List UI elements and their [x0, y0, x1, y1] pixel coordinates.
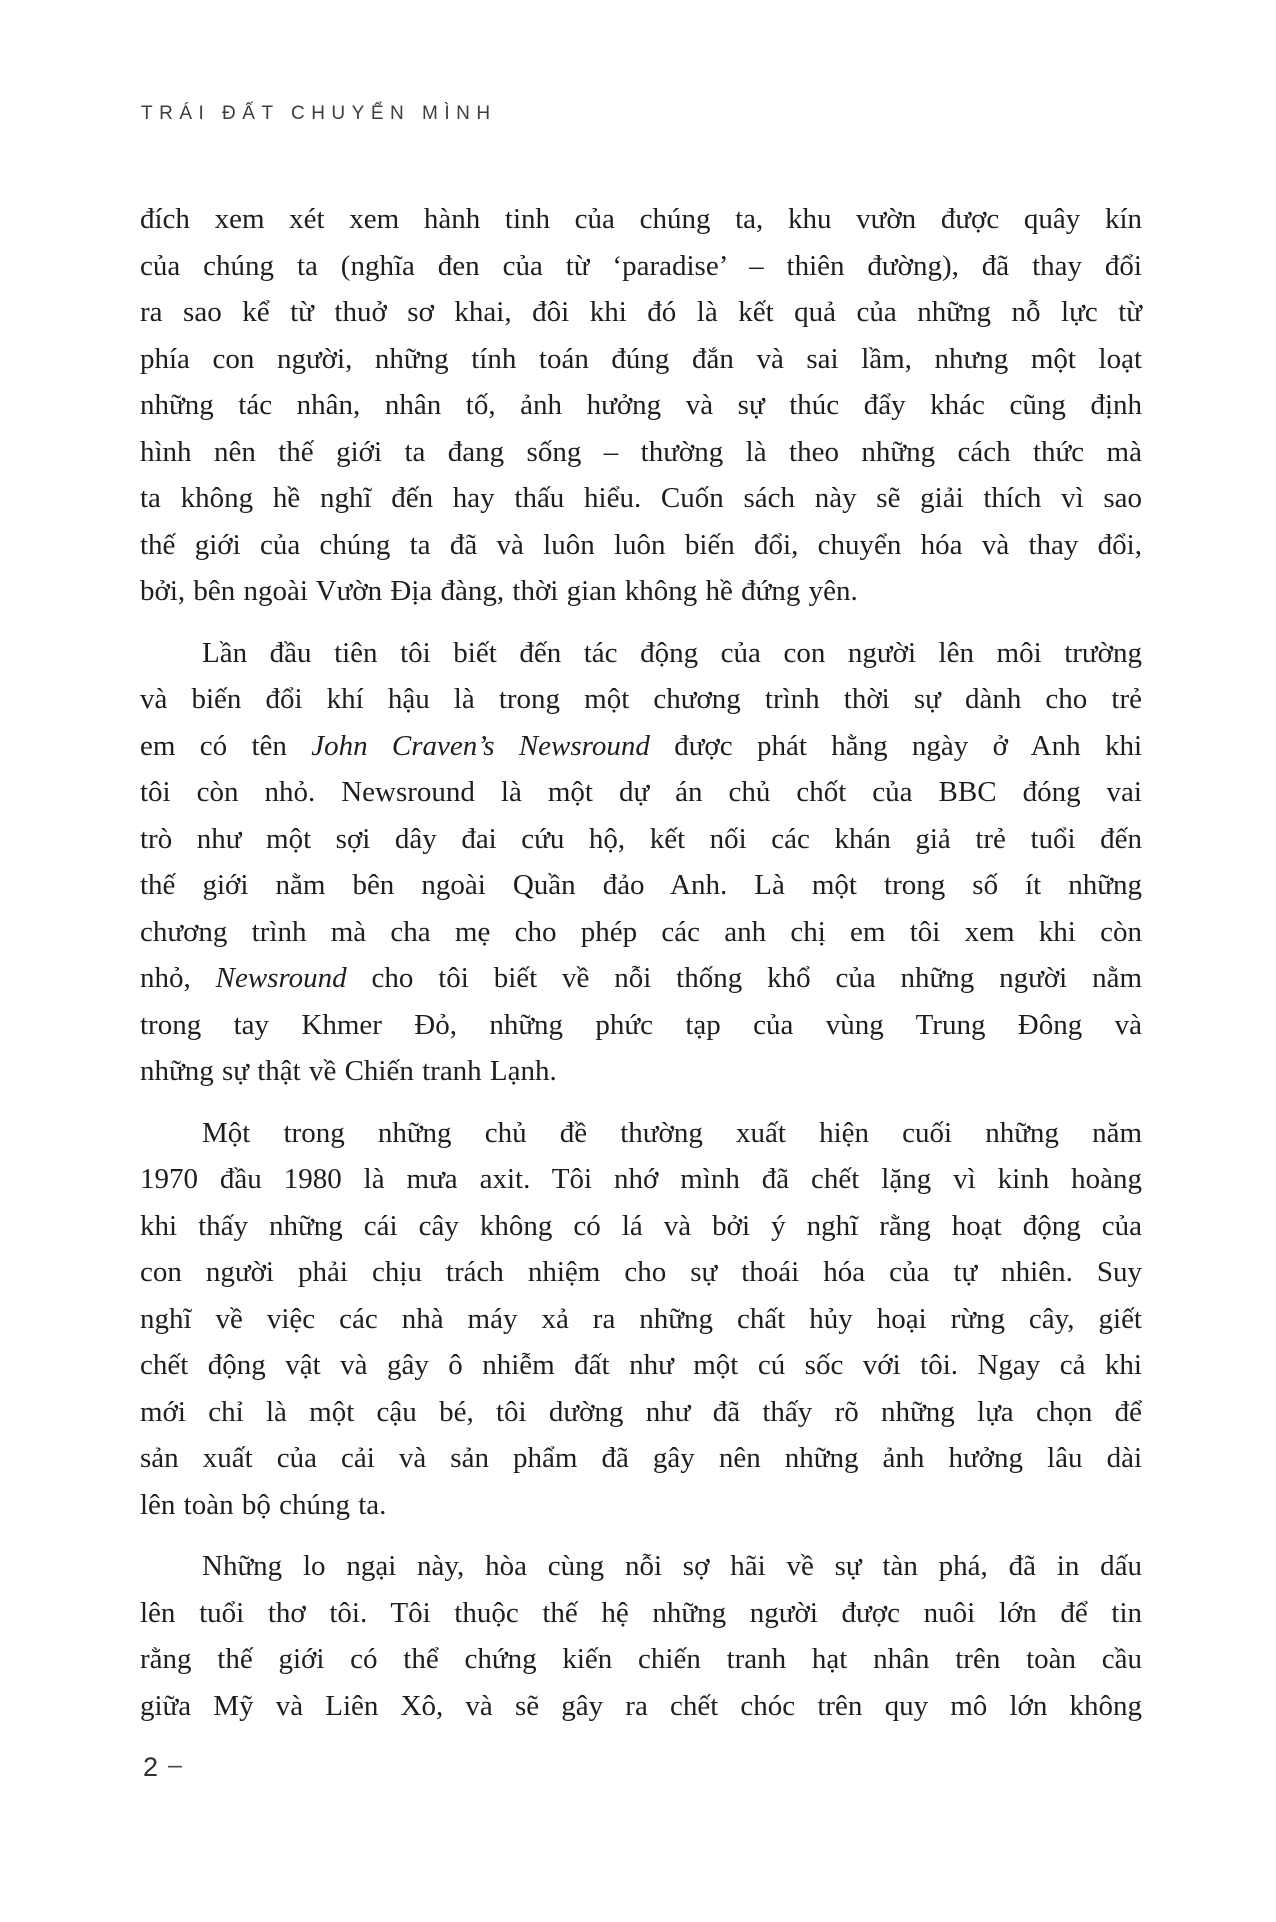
text-line: bởi, bên ngoài Vườn Địa đàng, thời gian không hề đứng yên.: [140, 575, 858, 607]
text-line: em có tên John Craven’s Newsround được phát hằng ngày ở Anh khi: [140, 729, 1142, 762]
paragraph: [140, 630, 1142, 1095]
text-line: mới chỉ là một cậu bé, tôi dường như đã thấy rõ những lựa chọn để: [140, 1395, 1142, 1428]
text-line: nghĩ về việc các nhà máy xả ra những chất hủy hoại rừng cây, giết: [140, 1302, 1142, 1335]
text-line: 1970 đầu 1980 là mưa axit. Tôi nhớ mình đã chết lặng vì kinh hoàng: [140, 1163, 1142, 1195]
text-line: trong tay Khmer Đỏ, những phức tạp của vùng Trung Đông và: [140, 1008, 1142, 1041]
page-body: [140, 196, 1142, 1729]
page-number: 2: [143, 1752, 159, 1782]
text-line: thế giới của chúng ta đã và luôn luôn biến đổi, chuyển hóa và thay đổi,: [140, 528, 1142, 561]
page-number-dash: –: [168, 1751, 182, 1779]
text-line: những tác nhân, nhân tố, ảnh hưởng và sự thúc đẩy khác cũng định: [140, 389, 1142, 421]
text-line: thế giới nằm bên ngoài Quần đảo Anh. Là một trong số ít những: [140, 869, 1142, 901]
text-line: con người phải chịu trách nhiệm cho sự thoái hóa của tự nhiên. Suy: [140, 1256, 1142, 1288]
text-line: giữa Mỹ và Liên Xô, và sẽ gây ra chết chóc trên quy mô lớn không: [140, 1689, 1142, 1722]
text-line: của chúng ta (nghĩa đen của từ ‘paradise’ – thiên đường), đã thay đổi: [140, 249, 1142, 282]
text-line: nhỏ, Newsround cho tôi biết về nỗi thống khổ của những người nằm: [140, 962, 1142, 994]
italic-title: John Craven’s Newsround: [311, 729, 650, 762]
text-line: Một trong những chủ đề thường xuất hiện cuối những năm: [202, 1116, 1142, 1149]
text-line: rằng thế giới có thể chứng kiến chiến tranh hạt nhân trên toàn cầu: [140, 1643, 1142, 1675]
italic-title: Newsround: [215, 962, 347, 994]
text-line: trò như một sợi dây đai cứu hộ, kết nối các khán giả trẻ tuổi đến: [140, 822, 1142, 855]
text-line: hình nên thế giới ta đang sống – thường là theo những cách thức mà: [140, 435, 1142, 468]
text-line: ra sao kể từ thuở sơ khai, đôi khi đó là kết quả của những nỗ lực từ: [140, 296, 1142, 328]
text-line: chương trình mà cha mẹ cho phép các anh chị em tôi xem khi còn: [140, 915, 1142, 948]
text-line: lên tuổi thơ tôi. Tôi thuộc thế hệ những người được nuôi lớn để tin: [140, 1596, 1142, 1629]
paragraph: [140, 196, 1142, 615]
paragraph: [140, 1543, 1142, 1729]
text-line: ta không hề nghĩ đến hay thấu hiểu. Cuốn sách này sẽ giải thích vì sao: [140, 482, 1142, 514]
text-line: phía con người, những tính toán đúng đắn và sai lầm, nhưng một loạt: [140, 342, 1142, 375]
text-line: Những lo ngại này, hòa cùng nỗi sợ hãi về sự tàn phá, đã in dấu: [202, 1550, 1142, 1582]
text-line: sản xuất của cải và sản phẩm đã gây nên những ảnh hưởng lâu dài: [140, 1442, 1142, 1474]
text-line: và biến đổi khí hậu là trong một chương trình thời sự dành cho trẻ: [140, 683, 1142, 715]
text-line: Lần đầu tiên tôi biết đến tác động của con người lên môi trường: [202, 636, 1142, 669]
text-line: tôi còn nhỏ. Newsround là một dự án chủ chốt của BBC đóng vai: [140, 776, 1142, 808]
text-line: lên toàn bộ chúng ta.: [140, 1488, 387, 1521]
text-line: chết động vật và gây ô nhiễm đất như một cú sốc với tôi. Ngay cả khi: [140, 1349, 1142, 1381]
running-header: TRÁI ĐẤT CHUYỂN MÌNH: [141, 103, 497, 124]
page-footer: [143, 1752, 182, 1783]
text-line: đích xem xét xem hành tinh của chúng ta, khu vườn được quây kín: [140, 203, 1142, 235]
text-line: những sự thật về Chiến tranh Lạnh.: [140, 1055, 557, 1087]
text-line: khi thấy những cái cây không có lá và bởi ý nghĩ rằng hoạt động của: [140, 1209, 1142, 1242]
paragraph: [140, 1110, 1142, 1529]
